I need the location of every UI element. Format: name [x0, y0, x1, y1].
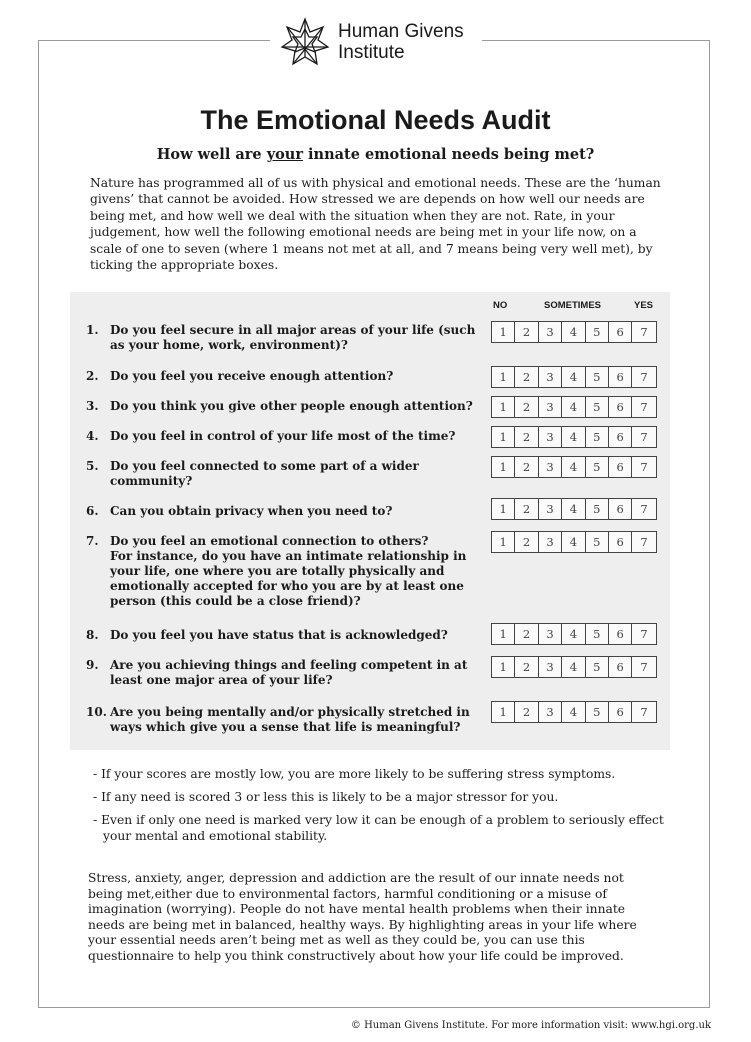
- rating-box-4[interactable]: 4: [562, 702, 585, 722]
- question-main: Do you feel you have status that is acknowledged?: [110, 628, 448, 642]
- rating-box-1[interactable]: 1: [492, 702, 515, 722]
- subtitle: [0, 146, 751, 163]
- question-text: [110, 459, 480, 489]
- rating-box-3[interactable]: 3: [539, 657, 562, 677]
- rating-box-1[interactable]: 1: [492, 322, 515, 342]
- scale-label-no: NO: [493, 300, 508, 311]
- question-number: 10.: [86, 705, 107, 719]
- rating-box-7[interactable]: 7: [640, 460, 648, 474]
- question-text: [110, 534, 480, 609]
- page-title: The Emotional Needs Audit: [200, 105, 551, 135]
- rating-boxes: [491, 498, 657, 520]
- rating-boxes: [491, 656, 657, 678]
- rating-box-7[interactable]: 7: [640, 660, 648, 674]
- rating-box-6[interactable]: 6: [609, 322, 632, 342]
- rating-boxes: [491, 456, 657, 478]
- rating-box-6[interactable]: 6: [609, 499, 632, 519]
- rating-box-2[interactable]: 2: [515, 427, 538, 447]
- question-text: [110, 399, 480, 414]
- rating-box-7[interactable]: 7: [640, 627, 648, 641]
- rating-box-5[interactable]: 5: [586, 702, 609, 722]
- rating-box-2[interactable]: 2: [515, 532, 538, 552]
- rating-box-2[interactable]: 2: [515, 499, 538, 519]
- rating-box-3[interactable]: 3: [539, 499, 562, 519]
- scoring-notes: [93, 766, 673, 851]
- rating-box-6[interactable]: 6: [609, 397, 632, 417]
- rating-box-2[interactable]: 2: [515, 657, 538, 677]
- rating-box-2[interactable]: 2: [515, 397, 538, 417]
- question-number: 9.: [86, 658, 99, 672]
- rating-box-1[interactable]: 1: [492, 367, 515, 387]
- rating-box-1[interactable]: 1: [492, 624, 515, 644]
- question-number: 7.: [86, 534, 99, 548]
- rating-box-1[interactable]: 1: [492, 427, 515, 447]
- question-text: [110, 705, 480, 735]
- question-main: Do you think you give other people enough attention?: [110, 399, 473, 413]
- question-number: 1.: [86, 323, 99, 337]
- rating-box-5[interactable]: 5: [586, 457, 609, 477]
- closing-paragraph: Stress, anxiety, anger, depression and addiction are the result of our innate needs not being met,either due to environmental factors, harmful conditioning or a misuse of imagination (worrying). People do not have mental health problems when their innate needs are being met in balanced, healthy ways. By highlighting areas in your life where your essential needs aren’t being met as well as they could be, you can use this questionnaire to help you think constructively about how your life could be improved.: [88, 871, 637, 963]
- rating-box-7[interactable]: 7: [640, 705, 648, 719]
- rating-box-6[interactable]: 6: [609, 457, 632, 477]
- rating-box-7[interactable]: 7: [640, 325, 648, 339]
- question-main: Do you feel connected to some part of a wider community?: [110, 459, 419, 488]
- scale-label-yes: YES: [634, 300, 654, 311]
- rating-box-4[interactable]: 4: [562, 657, 585, 677]
- rating-box-5[interactable]: 5: [586, 397, 609, 417]
- rating-box-5[interactable]: 5: [586, 322, 609, 342]
- question-text: [110, 323, 480, 353]
- rating-box-2[interactable]: 2: [515, 702, 538, 722]
- question-number: 6.: [86, 504, 99, 518]
- rating-box-7[interactable]: 7: [640, 502, 648, 516]
- question-text: [110, 504, 480, 519]
- intro-paragraph: Nature has programmed all of us with physical and emotional needs. These are the ‘human givens’ that cannot be avoided. How stressed we are depends on how well our needs are being met, and how well we deal with the situation when they are not. Rate, in your judgement, how well the following emotional needs are being met in your life now, on a scale of one to seven (where 1 means not met at all, and 7 means being very well met), by ticking the appropriate boxes.: [90, 176, 661, 273]
- rating-box-6[interactable]: 6: [609, 367, 632, 387]
- footer-copyright: © Human Givens Institute. For more information visit: www.hgi.org.uk: [350, 1020, 711, 1031]
- rating-box-5[interactable]: 5: [586, 367, 609, 387]
- note-item: - Even if only one need is marked very low it can be enough of a problem to seriously effect your mental and emotional stability.: [93, 813, 664, 843]
- rating-box-3[interactable]: 3: [539, 397, 562, 417]
- rating-box-7[interactable]: 7: [640, 430, 648, 444]
- rating-box-2[interactable]: 2: [515, 322, 538, 342]
- rating-box-2[interactable]: 2: [515, 457, 538, 477]
- question-text: [110, 658, 480, 688]
- logo: [270, 14, 482, 70]
- scale-label-sometimes: SOMETIMES: [544, 300, 602, 311]
- question-number: 3.: [86, 399, 99, 413]
- rating-box-5[interactable]: 5: [586, 499, 609, 519]
- rating-box-5[interactable]: 5: [586, 624, 609, 644]
- rating-box-1[interactable]: 1: [492, 532, 515, 552]
- question-main: Do you feel in control of your life most of the time?: [110, 429, 456, 443]
- rating-box-7[interactable]: 7: [640, 535, 648, 549]
- rating-box-3[interactable]: 3: [539, 624, 562, 644]
- rating-box-1[interactable]: 1: [492, 499, 515, 519]
- subtitle-post: innate emotional needs being met?: [302, 146, 595, 163]
- rating-box-6[interactable]: 6: [609, 702, 632, 722]
- question-main: Do you feel you receive enough attention?: [110, 369, 394, 383]
- subtitle-emphasis: your: [266, 146, 303, 163]
- rating-boxes: [491, 396, 657, 418]
- rating-box-4[interactable]: 4: [562, 322, 585, 342]
- rating-box-2[interactable]: 2: [515, 624, 538, 644]
- logo-line-2: Institute: [338, 42, 405, 63]
- rating-box-1[interactable]: 1: [492, 397, 515, 417]
- question-main: Are you being mentally and/or physically stretched in ways which give you a sense that life is meaningful?: [110, 705, 470, 734]
- rating-box-3[interactable]: 3: [539, 427, 562, 447]
- question-text: [110, 369, 480, 384]
- rating-boxes: [491, 701, 657, 723]
- question-number: 5.: [86, 459, 99, 473]
- rating-box-1[interactable]: 1: [492, 657, 515, 677]
- question-text: [110, 628, 480, 643]
- rating-box-7[interactable]: 7: [640, 370, 648, 384]
- rating-box-6[interactable]: 6: [609, 532, 632, 552]
- subtitle-pre: How well are: [156, 146, 267, 163]
- rating-box-3[interactable]: 3: [539, 702, 562, 722]
- rating-box-4[interactable]: 4: [562, 367, 585, 387]
- rating-box-5[interactable]: 5: [586, 657, 609, 677]
- rating-box-1[interactable]: 1: [492, 457, 515, 477]
- rating-boxes: [491, 366, 657, 388]
- rating-boxes: [491, 623, 657, 645]
- question-number: 8.: [86, 628, 99, 642]
- rating-boxes: [491, 531, 657, 553]
- question-number: 4.: [86, 429, 99, 443]
- lotus-star-icon: [280, 17, 330, 67]
- rating-box-4[interactable]: 4: [562, 427, 585, 447]
- question-extra: For instance, do you have an intimate relationship in your life, one where you are totally physically and emotionally accepted for who you are by at least one person (this could be a close friend)?: [110, 549, 467, 608]
- rating-box-4[interactable]: 4: [562, 397, 585, 417]
- rating-boxes: [491, 426, 657, 448]
- rating-box-3[interactable]: 3: [539, 457, 562, 477]
- rating-box-3[interactable]: 3: [539, 322, 562, 342]
- rating-box-7[interactable]: 7: [640, 400, 648, 414]
- rating-box-3[interactable]: 3: [539, 532, 562, 552]
- note-item: - If your scores are mostly low, you are more likely to be suffering stress symptoms.: [93, 767, 616, 781]
- question-main: Are you achieving things and feeling competent in at least one major area of your life?: [110, 658, 468, 687]
- rating-box-2[interactable]: 2: [515, 367, 538, 387]
- rating-box-5[interactable]: 5: [586, 532, 609, 552]
- rating-box-5[interactable]: 5: [586, 427, 609, 447]
- rating-box-6[interactable]: 6: [609, 624, 632, 644]
- question-main: Do you feel secure in all major areas of your life (such as your home, work, environment)?: [110, 323, 476, 352]
- note-item: - If any need is scored 3 or less this is likely to be a major stressor for you.: [93, 790, 559, 804]
- rating-box-6[interactable]: 6: [609, 427, 632, 447]
- rating-box-3[interactable]: 3: [539, 367, 562, 387]
- rating-box-4[interactable]: 4: [562, 499, 585, 519]
- rating-box-6[interactable]: 6: [609, 657, 632, 677]
- logo-line-1: Human Givens: [338, 21, 464, 42]
- question-number: 2.: [86, 369, 99, 383]
- question-main: Do you feel an emotional connection to others?: [110, 534, 429, 548]
- rating-box-4[interactable]: 4: [562, 457, 585, 477]
- question-main: Can you obtain privacy when you need to?: [110, 504, 393, 518]
- rating-box-4[interactable]: 4: [562, 532, 585, 552]
- question-text: [110, 429, 480, 444]
- logo-wordmark: [338, 21, 464, 63]
- rating-boxes: [491, 321, 657, 343]
- rating-box-4[interactable]: 4: [562, 624, 585, 644]
